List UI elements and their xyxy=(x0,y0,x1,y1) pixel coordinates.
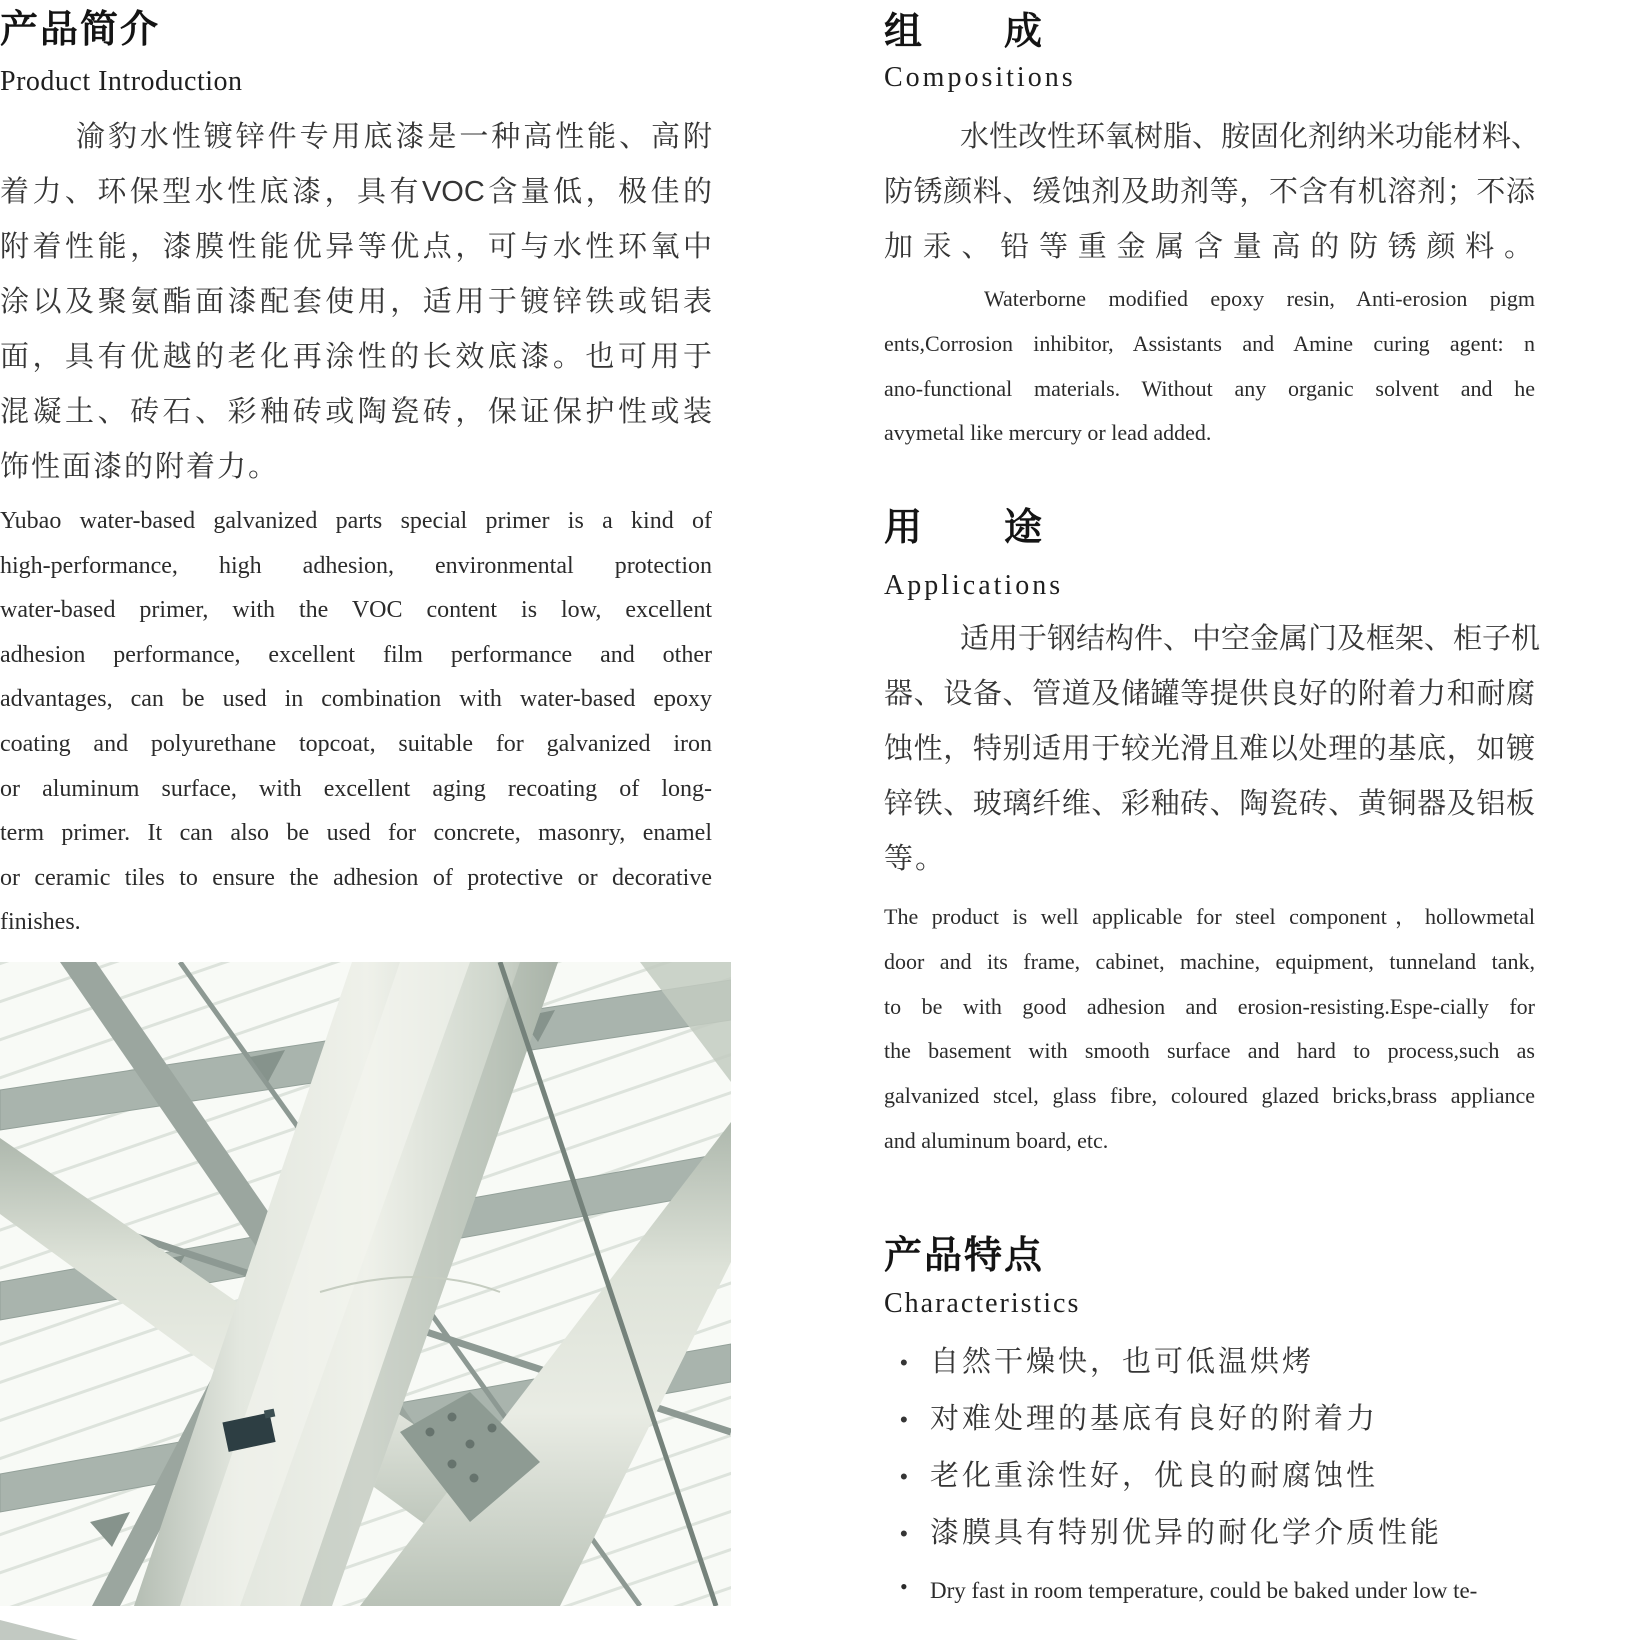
text-line: or aluminum surface, with excellent aging recoating of long- xyxy=(0,775,712,802)
text-line: The product is well applicable for steel component，hollowmetal xyxy=(884,904,1535,929)
left-column xyxy=(0,0,712,1640)
text-line: 防锈颜料、缓蚀剂及助剂等，不含有机溶剂；不添 xyxy=(884,176,1535,208)
text-line: and aluminum board, etc. xyxy=(884,1127,1109,1153)
text-line: • 对难处理的基底有良好的附着力 xyxy=(884,1391,1535,1448)
text-line: 等。 xyxy=(884,843,947,875)
text-line: Waterborne modified epoxy resin, Anti-erosion pigm xyxy=(984,286,1535,311)
right-column xyxy=(884,0,1541,1640)
compositions-paragraph-zh xyxy=(884,110,1541,275)
cropped-corner-graphic xyxy=(0,1616,80,1640)
text-line: 混凝土、砖石、彩釉砖或陶瓷砖，保证保护性或装 xyxy=(0,396,712,428)
text-line: avymetal like mercury or lead added. xyxy=(884,420,1212,446)
text-line: advantages, can be used in combination with water-based epoxy xyxy=(0,686,712,713)
text-line: galvanized stcel, glass fibre, coloured glazed bricks,brass appliance xyxy=(884,1083,1535,1109)
text-line: 加汞、铅等重金属含量高的防锈颜料。 xyxy=(884,231,1535,263)
applications-paragraph-en xyxy=(884,895,1535,1164)
text-line: 蚀性，特别适用于较光滑且难以处理的基底，如镀 xyxy=(884,733,1535,765)
applications-paragraph-zh xyxy=(884,612,1541,887)
text-line: 饰性面漆的附着力。 xyxy=(0,451,280,483)
text-line: • 漆膜具有特别优异的耐化学介质性能 xyxy=(884,1505,1535,1562)
text-line: term primer. It can also be used for concrete, masonry, enamel xyxy=(0,820,712,847)
section-heading-applications-en: Applications xyxy=(884,570,1064,601)
text-line: 锌铁、玻璃纤维、彩釉砖、陶瓷砖、黄铜器及铝板 xyxy=(884,788,1535,820)
section-heading-compositions-zh: 组 成 xyxy=(884,11,1045,53)
text-line: 水性改性环氧树脂、胺固化剂纳米功能材料、 xyxy=(960,121,1541,153)
section-heading-product-introduction-en: Product Introduction xyxy=(0,66,243,97)
text-line: 渝豹水性镀锌件专用底漆是一种高性能、高附 xyxy=(76,121,712,153)
text-line: or ceramic tiles to ensure the adhesion of protective or decorative xyxy=(0,864,712,891)
text-line: 器、设备、管道及储罐等提供良好的附着力和耐腐 xyxy=(884,678,1535,710)
text-line: 涂以及聚氨酯面漆配套使用，适用于镀锌铁或铝表 xyxy=(0,286,712,318)
text-line: • 自然干燥快，也可低温烘烤 xyxy=(884,1334,1535,1391)
intro-paragraph-en xyxy=(0,499,712,945)
text-line: coating and polyurethane topcoat, suitable for galvanized iron xyxy=(0,730,712,757)
steel-structure-photo xyxy=(0,962,731,1606)
section-heading-characteristics-en: Characteristics xyxy=(884,1288,1081,1319)
text-line: • 老化重涂性好，优良的耐腐蚀性 xyxy=(884,1448,1535,1505)
text-line: water-based primer, with the VOC content is low, excellent xyxy=(0,597,712,624)
section-heading-applications-zh: 用 途 xyxy=(884,507,1045,549)
compositions-paragraph-en xyxy=(884,277,1535,456)
section-heading-product-introduction-zh: 产品简介 xyxy=(0,9,161,51)
characteristics-bullet-en: • Dry fast in room temperature, could be baked under low te- xyxy=(884,1568,1477,1614)
section-heading-compositions-en: Compositions xyxy=(884,62,1076,93)
text-line: ents,Corrosion inhibitor, Assistants and Amine curing agent: n xyxy=(884,330,1535,356)
text-line: finishes. xyxy=(0,909,81,936)
text-line: the basement with smooth surface and hard to process,such as xyxy=(884,1038,1535,1064)
section-heading-characteristics-zh: 产品特点 xyxy=(884,1235,1045,1277)
text-line: ano-functional materials. Without any organic solvent and he xyxy=(884,375,1535,401)
text-line: 附着性能，漆膜性能优异等优点，可与水性环氧中 xyxy=(0,231,712,263)
characteristics-bullet-list-zh xyxy=(884,1334,1535,1562)
text-line: 适用于钢结构件、中空金属门及框架、柜子机 xyxy=(960,623,1541,655)
text-line: Yubao water-based galvanized parts special primer is a kind of xyxy=(0,508,712,534)
text-line: adhesion performance, excellent film performance and other xyxy=(0,641,712,668)
text-line: to be with good adhesion and erosion-resisting.Espe-cially for xyxy=(884,993,1535,1019)
text-line: 着力、环保型水性底漆，具有VOC含量低，极佳的 xyxy=(0,176,712,208)
text-line: 面，具有优越的老化再涂性的长效底漆。也可用于 xyxy=(0,341,712,373)
text-line: door and its frame, cabinet, machine, equipment, tunneland tank, xyxy=(884,948,1535,974)
text-line: high-performance, high adhesion, environmental protection xyxy=(0,552,712,579)
intro-paragraph-zh xyxy=(0,110,712,495)
